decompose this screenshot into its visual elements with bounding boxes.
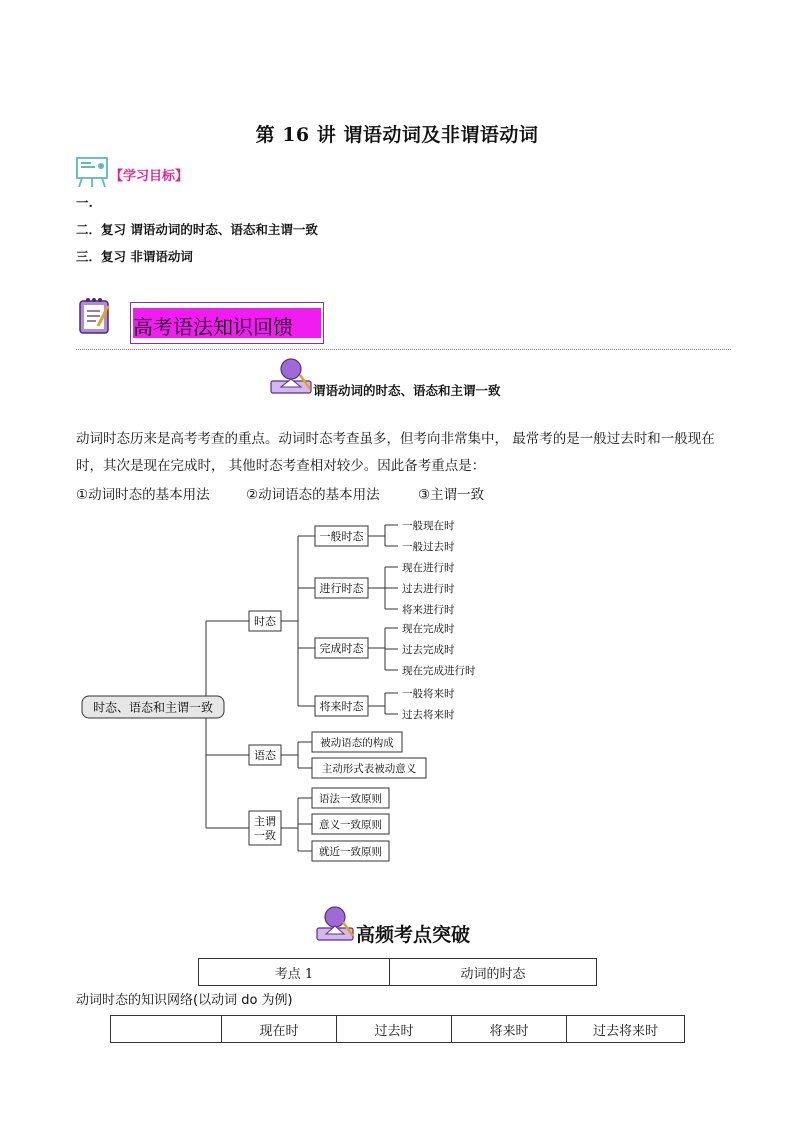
leaf-item: 一般过去时 [402, 541, 455, 553]
node-voice: 语态 [254, 749, 276, 762]
mindmap-root: 时态、语态和主谓一致 [92, 700, 214, 715]
focus-point-3: ③主谓一致 [418, 487, 485, 503]
node-progressive-tense: 进行时态 [319, 582, 364, 595]
tense-table-header: 将来时 [452, 1016, 567, 1043]
teacher-icon [270, 357, 314, 395]
goal-item-1: 一. [76, 195, 93, 210]
goal-item-2: 二．复习 谓语动词的时态、语态和主谓一致 [76, 222, 318, 237]
banner-text: 高考语法知识回馈 [133, 315, 293, 339]
leaf-item: 将来进行时 [402, 604, 455, 616]
leaf-item: 一般将来时 [402, 688, 455, 700]
keypoint-topic: 动词的时态 [390, 959, 597, 986]
section-title: 高频考点突破 [356, 924, 471, 946]
divider [76, 349, 731, 350]
node-tense: 时态 [254, 615, 276, 628]
tense-table-header: 过去时 [337, 1016, 452, 1043]
node-proximity-agreement: 就近一致原则 [319, 846, 382, 858]
leaf-item: 现在进行时 [402, 562, 455, 574]
node-perfect-tense: 完成时态 [319, 642, 364, 655]
leaf-item: 过去完成时 [402, 644, 455, 656]
page-title: 第 16 讲 谓语动词及非谓语动词 [255, 124, 539, 146]
tense-table-header [111, 1016, 222, 1043]
subsection-title: 谓语动词的时态、语态和主谓一致 [313, 383, 501, 398]
node-simple-tense: 一般时态 [319, 530, 364, 543]
node-future-tense: 将来时态 [319, 700, 364, 713]
leaf-item: 一般现在时 [402, 520, 455, 532]
node-notional-agreement: 意义一致原则 [319, 819, 382, 831]
grammar-mindmap [0, 510, 794, 870]
intro-paragraph: 动词时态历来是高考考查的重点。动词时态考查虽多，但考向非常集中， 最常考的是一般过去时和一般现在时，其次是现在完成时， 其他时态考查相对较少。因此备考重点是： [76, 431, 715, 474]
keypoint-table [198, 958, 597, 986]
banner [130, 302, 324, 344]
teacher-icon [316, 906, 356, 942]
notepad-icon [78, 296, 114, 336]
node-agreement-line2: 一致 [254, 829, 276, 842]
leaf-item: 现在完成进行时 [402, 665, 476, 677]
tense-table [110, 1015, 685, 1043]
goal-item-3: 三．复习 非谓语动词 [76, 249, 193, 264]
tense-table-header: 过去将来时 [567, 1016, 685, 1043]
leaf-item: 现在完成时 [402, 623, 455, 635]
goals-label: 【学习目标】 [110, 169, 189, 184]
leaf-item: 过去进行时 [402, 583, 455, 595]
network-label: 动词时态的知识网络(以动词 do 为例) [76, 993, 293, 1008]
teacher-board-icon [74, 154, 110, 190]
focus-point-2: ②动词语态的基本用法 [246, 487, 380, 503]
node-grammar-agreement: 语法一致原则 [319, 793, 382, 805]
node-passive-structure: 被动语态的构成 [320, 737, 394, 749]
focus-point-1: ①动词时态的基本用法 [76, 487, 210, 503]
node-agreement-line1: 主谓 [254, 815, 276, 828]
keypoint-number: 考点 1 [199, 959, 390, 986]
node-active-passive-meaning: 主动形式表被动意义 [321, 763, 417, 775]
tense-table-header: 现在时 [222, 1016, 337, 1043]
leaf-item: 过去将来时 [402, 709, 455, 721]
